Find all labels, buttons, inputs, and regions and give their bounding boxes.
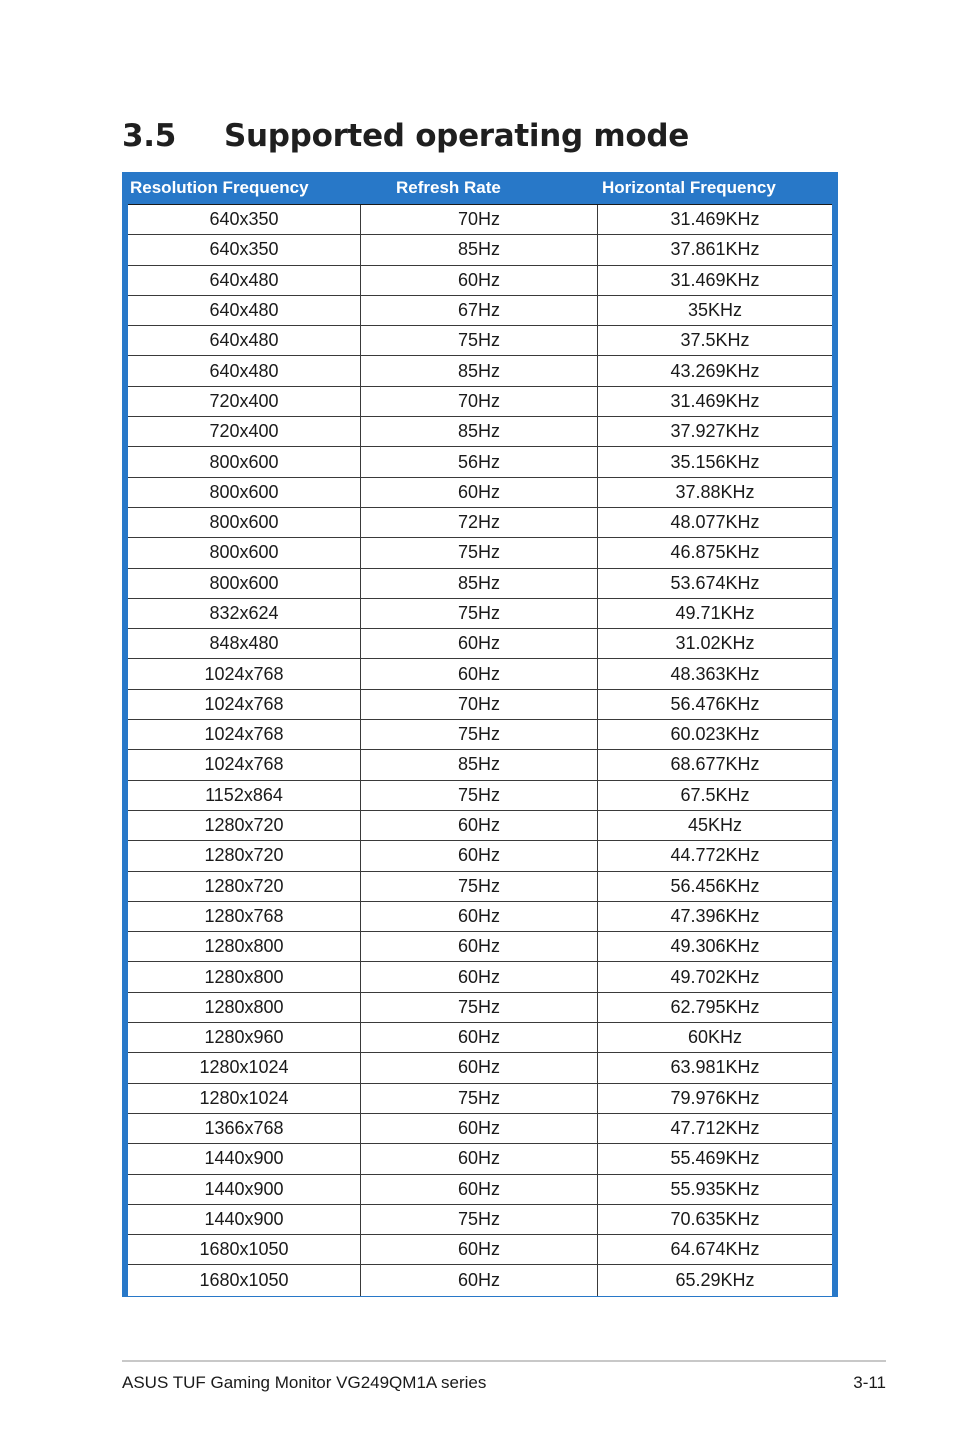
horizontal-frequency-cell: 65.29KHz bbox=[675, 1270, 755, 1291]
table-row bbox=[128, 1175, 832, 1205]
operating-mode-table bbox=[122, 172, 838, 1297]
horizontal-frequency-cell: 48.363KHz bbox=[670, 663, 760, 684]
refresh-rate-cell: 60Hz bbox=[361, 1235, 598, 1264]
refresh-rate-cell: 75Hz bbox=[361, 993, 598, 1022]
horizontal-frequency-cell: 37.927KHz bbox=[670, 421, 760, 442]
horizontal-frequency-cell: 43.269KHz bbox=[670, 360, 760, 381]
refresh-rate-cell: 60Hz bbox=[361, 1265, 598, 1295]
refresh-rate-cell: 70Hz bbox=[361, 690, 598, 719]
resolution-cell: 720x400 bbox=[128, 387, 361, 416]
resolution-cell: 640x480 bbox=[128, 356, 361, 385]
refresh-rate-cell: 60Hz bbox=[361, 1114, 598, 1143]
resolution-cell: 800x600 bbox=[128, 478, 361, 507]
refresh-rate-cell: 75Hz bbox=[361, 326, 598, 355]
table-row bbox=[128, 1205, 832, 1235]
table-row bbox=[128, 811, 832, 841]
horizontal-frequency-cell: 79.976KHz bbox=[670, 1087, 760, 1108]
horizontal-frequency-cell: 56.476KHz bbox=[670, 693, 760, 714]
table-row bbox=[128, 659, 832, 689]
horizontal-frequency-cell: 31.469KHz bbox=[670, 209, 760, 230]
table-row bbox=[128, 1053, 832, 1083]
resolution-cell: 640x350 bbox=[128, 235, 361, 264]
table-row bbox=[128, 993, 832, 1023]
resolution-cell: 1024x768 bbox=[128, 659, 361, 688]
refresh-rate-cell: 70Hz bbox=[361, 205, 598, 234]
resolution-cell: 848x480 bbox=[128, 629, 361, 658]
refresh-rate-cell: 60Hz bbox=[361, 1144, 598, 1173]
table-row bbox=[128, 235, 832, 265]
refresh-rate-cell: 56Hz bbox=[361, 447, 598, 476]
resolution-cell: 640x480 bbox=[128, 266, 361, 295]
horizontal-frequency-cell: 45KHz bbox=[687, 815, 743, 836]
resolution-cell: 1280x1024 bbox=[128, 1084, 361, 1113]
resolution-cell: 1280x720 bbox=[128, 811, 361, 840]
table-row bbox=[128, 720, 832, 750]
table-row bbox=[128, 1235, 832, 1265]
section-number: 3.5 bbox=[122, 118, 177, 154]
resolution-cell: 720x400 bbox=[128, 417, 361, 446]
table-row bbox=[128, 296, 832, 326]
refresh-rate-cell: 60Hz bbox=[361, 811, 598, 840]
resolution-cell: 800x600 bbox=[128, 538, 361, 567]
table-header bbox=[122, 172, 838, 203]
horizontal-frequency-cell: 68.677KHz bbox=[670, 754, 760, 775]
horizontal-frequency-cell: 37.861KHz bbox=[670, 239, 760, 260]
column-header-refresh-rate: Refresh Rate bbox=[396, 178, 501, 197]
table-row bbox=[128, 629, 832, 659]
refresh-rate-cell: 85Hz bbox=[361, 750, 598, 779]
horizontal-frequency-cell: 47.712KHz bbox=[670, 1118, 760, 1139]
refresh-rate-cell: 67Hz bbox=[361, 296, 598, 325]
horizontal-frequency-cell: 49.702KHz bbox=[670, 966, 760, 987]
table-row bbox=[128, 750, 832, 780]
footer-document-title: ASUS TUF Gaming Monitor VG249QM1A series bbox=[122, 1373, 487, 1392]
horizontal-frequency-cell: 37.88KHz bbox=[675, 481, 755, 502]
table-row bbox=[128, 538, 832, 568]
refresh-rate-cell: 85Hz bbox=[361, 569, 598, 598]
resolution-cell: 1024x768 bbox=[128, 720, 361, 749]
horizontal-frequency-cell: 60.023KHz bbox=[670, 724, 760, 745]
refresh-rate-cell: 75Hz bbox=[361, 538, 598, 567]
resolution-cell: 1440x900 bbox=[128, 1205, 361, 1234]
column-header-resolution: Resolution Frequency bbox=[130, 178, 309, 197]
resolution-cell: 640x480 bbox=[128, 326, 361, 355]
horizontal-frequency-cell: 31.02KHz bbox=[675, 633, 755, 654]
table-row bbox=[128, 1023, 832, 1053]
refresh-rate-cell: 75Hz bbox=[361, 1205, 598, 1234]
refresh-rate-cell: 75Hz bbox=[361, 872, 598, 901]
refresh-rate-cell: 75Hz bbox=[361, 781, 598, 810]
table-row bbox=[128, 205, 832, 235]
table-row bbox=[128, 599, 832, 629]
refresh-rate-cell: 60Hz bbox=[361, 932, 598, 961]
horizontal-frequency-cell: 37.5KHz bbox=[680, 330, 750, 351]
refresh-rate-cell: 60Hz bbox=[361, 902, 598, 931]
table-row bbox=[128, 781, 832, 811]
table-row bbox=[128, 417, 832, 447]
table-row bbox=[128, 478, 832, 508]
refresh-rate-cell: 60Hz bbox=[361, 266, 598, 295]
horizontal-frequency-cell: 44.772KHz bbox=[670, 845, 760, 866]
horizontal-frequency-cell: 48.077KHz bbox=[670, 512, 760, 533]
refresh-rate-cell: 60Hz bbox=[361, 841, 598, 870]
resolution-cell: 1280x768 bbox=[128, 902, 361, 931]
resolution-cell: 1280x720 bbox=[128, 872, 361, 901]
horizontal-frequency-cell: 53.674KHz bbox=[670, 572, 760, 593]
table-row bbox=[128, 356, 832, 386]
horizontal-frequency-cell: 46.875KHz bbox=[670, 542, 760, 563]
table-row bbox=[128, 902, 832, 932]
refresh-rate-cell: 60Hz bbox=[361, 659, 598, 688]
horizontal-frequency-cell: 70.635KHz bbox=[670, 1208, 760, 1229]
refresh-rate-cell: 75Hz bbox=[361, 599, 598, 628]
refresh-rate-cell: 60Hz bbox=[361, 1175, 598, 1204]
horizontal-frequency-cell: 67.5KHz bbox=[680, 784, 750, 805]
section-title: Supported operating mode bbox=[224, 118, 690, 154]
resolution-cell: 1280x1024 bbox=[128, 1053, 361, 1082]
horizontal-frequency-cell: 31.469KHz bbox=[670, 269, 760, 290]
resolution-cell: 832x624 bbox=[128, 599, 361, 628]
table-row bbox=[128, 1265, 832, 1295]
table-row bbox=[128, 447, 832, 477]
column-header-horizontal-frequency: Horizontal Frequency bbox=[602, 178, 776, 197]
table-body bbox=[128, 204, 832, 1296]
footer-page-number: 3-11 bbox=[853, 1373, 886, 1392]
resolution-cell: 640x350 bbox=[128, 205, 361, 234]
table-row bbox=[128, 326, 832, 356]
horizontal-frequency-cell: 49.71KHz bbox=[675, 603, 755, 623]
resolution-cell: 1440x900 bbox=[128, 1175, 361, 1204]
horizontal-frequency-cell: 62.795KHz bbox=[670, 996, 760, 1017]
refresh-rate-cell: 60Hz bbox=[361, 1023, 598, 1052]
resolution-cell: 1680x1050 bbox=[128, 1235, 361, 1264]
horizontal-frequency-cell: 56.456KHz bbox=[670, 875, 760, 896]
resolution-cell: 1152x864 bbox=[128, 781, 361, 810]
refresh-rate-cell: 75Hz bbox=[361, 1084, 598, 1113]
refresh-rate-cell: 75Hz bbox=[361, 720, 598, 749]
refresh-rate-cell: 60Hz bbox=[361, 1053, 598, 1082]
horizontal-frequency-cell: 47.396KHz bbox=[670, 905, 760, 926]
resolution-cell: 1280x800 bbox=[128, 932, 361, 961]
table-row bbox=[128, 1114, 832, 1144]
table-row bbox=[128, 266, 832, 296]
horizontal-frequency-cell: 60KHz bbox=[687, 1027, 743, 1048]
table-row bbox=[128, 932, 832, 962]
table-row bbox=[128, 569, 832, 599]
horizontal-frequency-cell: 31.469KHz bbox=[670, 390, 760, 411]
horizontal-frequency-cell: 64.674KHz bbox=[670, 1239, 760, 1260]
table-row bbox=[128, 1144, 832, 1174]
table-row bbox=[128, 1084, 832, 1114]
resolution-cell: 1680x1050 bbox=[128, 1265, 361, 1295]
horizontal-frequency-cell: 35KHz bbox=[687, 300, 743, 321]
refresh-rate-cell: 60Hz bbox=[361, 629, 598, 658]
table-row bbox=[128, 841, 832, 871]
horizontal-frequency-cell: 55.469KHz bbox=[670, 1148, 760, 1169]
resolution-cell: 1024x768 bbox=[128, 750, 361, 779]
footer-divider bbox=[122, 1360, 886, 1362]
resolution-cell: 800x600 bbox=[128, 569, 361, 598]
refresh-rate-cell: 85Hz bbox=[361, 356, 598, 385]
refresh-rate-cell: 60Hz bbox=[361, 962, 598, 991]
resolution-cell: 1366x768 bbox=[128, 1114, 361, 1143]
resolution-cell: 640x480 bbox=[128, 296, 361, 325]
horizontal-frequency-cell: 35.156KHz bbox=[670, 451, 760, 472]
table-row bbox=[128, 690, 832, 720]
section-heading bbox=[122, 114, 689, 158]
resolution-cell: 1280x800 bbox=[128, 962, 361, 991]
refresh-rate-cell: 85Hz bbox=[361, 417, 598, 446]
table-row bbox=[128, 962, 832, 992]
resolution-cell: 1280x960 bbox=[128, 1023, 361, 1052]
refresh-rate-cell: 72Hz bbox=[361, 508, 598, 537]
table-row bbox=[128, 872, 832, 902]
resolution-cell: 800x600 bbox=[128, 508, 361, 537]
refresh-rate-cell: 85Hz bbox=[361, 235, 598, 264]
horizontal-frequency-cell: 49.306KHz bbox=[670, 936, 760, 957]
resolution-cell: 1440x900 bbox=[128, 1144, 361, 1173]
table-row bbox=[128, 508, 832, 538]
resolution-cell: 1024x768 bbox=[128, 690, 361, 719]
refresh-rate-cell: 70Hz bbox=[361, 387, 598, 416]
table-row bbox=[128, 387, 832, 417]
horizontal-frequency-cell: 63.981KHz bbox=[670, 1057, 760, 1078]
resolution-cell: 800x600 bbox=[128, 447, 361, 476]
resolution-cell: 1280x800 bbox=[128, 993, 361, 1022]
resolution-cell: 1280x720 bbox=[128, 841, 361, 870]
horizontal-frequency-cell: 55.935KHz bbox=[670, 1178, 760, 1199]
refresh-rate-cell: 60Hz bbox=[361, 478, 598, 507]
